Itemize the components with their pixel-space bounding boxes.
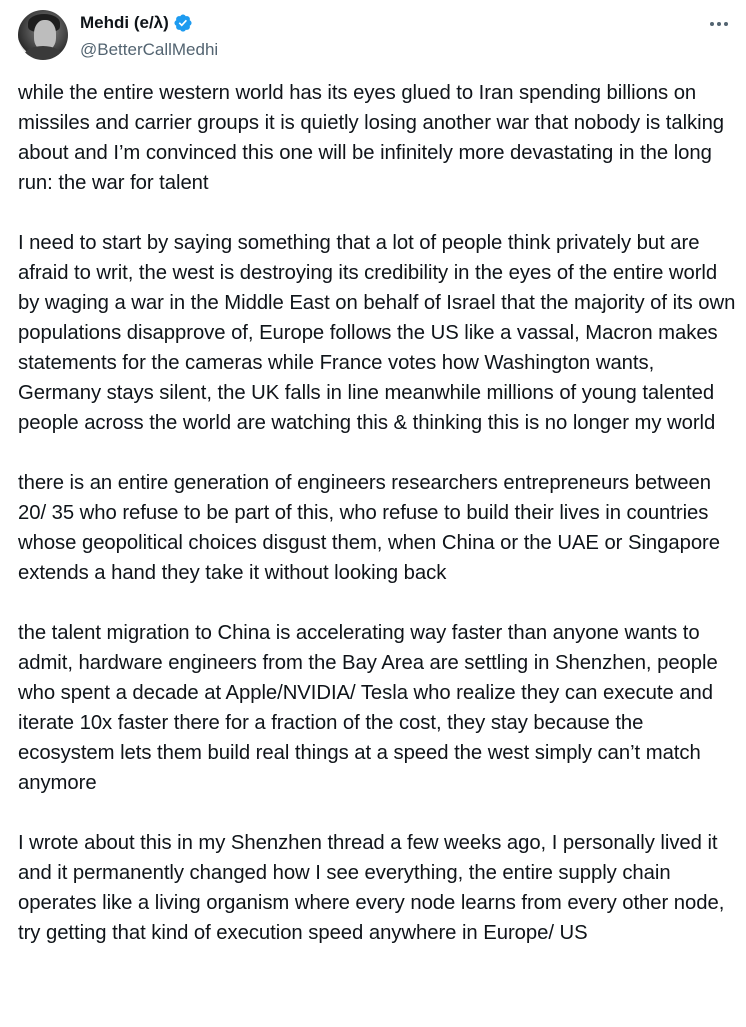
more-options-icon[interactable] (710, 14, 728, 34)
avatar[interactable] (18, 10, 68, 60)
tweet-body (18, 78, 736, 948)
verified-badge-icon (173, 13, 193, 33)
display-name-row (80, 12, 218, 34)
more-dot (710, 22, 714, 26)
handle[interactable]: @BetterCallMedhi (80, 40, 219, 59)
tweet-paragraph: the talent migration to China is accelerating way faster than anyone wants to admit, hardware engineers from the Bay Area are settling in Shenzhen, people who spent a decade at Apple/NVIDIA/ Tesla who realize they can execute and iterate 10x faster there for a fraction of the cost, they stay because the ecosystem lets them build real things at a speed the west simply can’t match anymore (18, 622, 718, 794)
tweet-paragraph: there is an entire generation of engineers researchers entrepreneurs between 20/ 35 who refuse to be part of this, who refuse to build their lives in countries whose geopolitical choices disgust them, when China or the UAE or Singapore extends a hand they take it without looking back (18, 472, 720, 584)
tweet-paragraph: while the entire western world has its eyes glued to Iran spending billions on missiles and carrier groups it is quietly losing another war that nobody is talking about and I’m convinced this one will be infinitely more devastating in the long run: the war for talent (18, 82, 725, 194)
more-dot (724, 22, 728, 26)
tweet-paragraph: I wrote about this in my Shenzhen thread a few weeks ago, I personally lived it and it permanently changed how I see everything, the entire supply chain operates like a living organism where every node learns from every other node, try getting that kind of execution speed anywhere in Europe/ US (18, 832, 725, 944)
avatar-body (24, 46, 62, 60)
display-name[interactable]: Mehdi (e/λ) (80, 13, 169, 32)
tweet-header (18, 10, 728, 62)
author-names (80, 12, 218, 60)
more-dot (717, 22, 721, 26)
tweet-paragraph: I need to start by saying something that a lot of people think privately but are afraid to writ, the west is destroying its credibility in the eyes of the entire world by waging a war in the Middle East on behalf of Israel that the majority of its own populations disapprove of, Europe follows the US like a vassal, Macron makes statements for the cameras while France votes how Washington wants, Germany stays silent, the UK falls in line meanwhile millions of young talented people across the world are watching this & thinking this is no longer my world (18, 232, 736, 434)
